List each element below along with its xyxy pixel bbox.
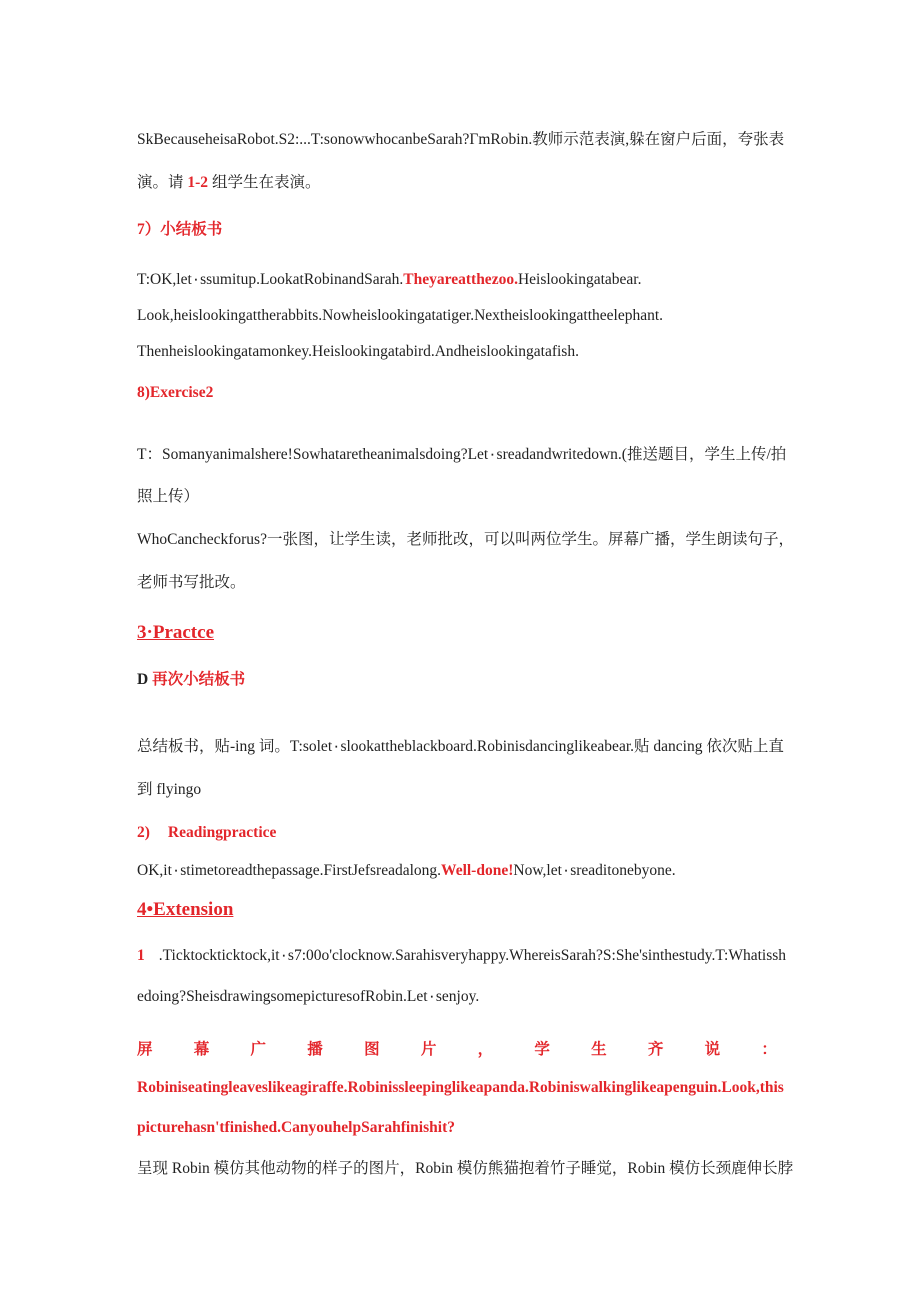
justified-char: 广 — [250, 1041, 267, 1058]
section-subheading — [137, 670, 245, 690]
justified-char: 图 — [364, 1041, 380, 1058]
paragraph-line: 总结板书，贴-ing 词。T:solet۰slookattheblackboard.Robinisdancinglikeabear.贴 dancing 依次贴上直 — [137, 738, 784, 755]
paragraph-line: 照上传） — [137, 488, 200, 505]
paragraph-line — [137, 861, 676, 881]
text-run: OK,it۰stimetoreadthepassage.FirstJefsreadalong. — [137, 862, 442, 879]
justified-char: 说 — [704, 1041, 721, 1058]
justified-char: 生 — [591, 1041, 607, 1058]
justified-char: 片 — [420, 1041, 437, 1058]
paragraph-line: 到 flyingo — [137, 781, 202, 798]
subheading-text: Readingpractice — [167, 824, 277, 841]
section-subheading: 8)Exercise2 — [137, 384, 214, 401]
justified-char: ： — [761, 1041, 777, 1058]
paragraph-line: 呈现 Robin 模仿其他动物的样子的图片，Robin 模仿熊猫抱着竹子睡觉，Robin 模仿长颈鹿伸长脖 — [137, 1160, 794, 1177]
justified-char: 屏 — [137, 1041, 153, 1058]
text-run: SkBecauseheisaRobot.S2:...T:sonowwhocanbeSarah?ΓmRobin.教师示范表演,躲在窗户后面，夸张表 — [137, 131, 785, 148]
list-marker: D — [137, 671, 153, 688]
paragraph-line: Look,heislookingattherabbits.Nowheislookingatatiger.Nextheislookingattheelephant. — [137, 307, 664, 324]
highlight-text: Well-done! — [441, 862, 514, 879]
section-subheading — [137, 823, 276, 843]
paragraph-line: Thenheislookingatamonkey.Heislookingatabird.Andheislookingatafish. — [137, 343, 579, 360]
paragraph-line — [137, 130, 784, 150]
text-run: 组学生在表演。 — [208, 174, 321, 191]
text-run: T:OK,let۰ssumitup.LookatRobinandSarah. — [137, 271, 404, 288]
text-run: .Ticktockticktock,it۰s7:00o'clocknow.Sarahisveryhappy.WhereisSarah?S:She'sinthestudy.T:Whatissh — [158, 947, 787, 964]
justified-char: 幕 — [193, 1041, 210, 1058]
paragraph-line: Robiniseatingleaveslikeagiraffe.Robinissleepinglikeapanda.Robiniswalkinglikeapenguin.Look,this — [137, 1079, 784, 1096]
paragraph-line — [137, 946, 786, 966]
justified-char: ， — [477, 1041, 494, 1058]
paragraph-line: 老师书写批改。 — [137, 574, 246, 591]
highlight-text: 1-2 — [187, 174, 209, 191]
section-heading: 4•Extension — [137, 899, 234, 920]
paragraph-line: WhoCancheckforus?一张图，让学生读，老师批改，可以叫两位学生。屏幕广播，学生朗读句子， — [137, 531, 794, 548]
justified-char: 学 — [534, 1041, 550, 1058]
text-run: Heislookingatabear. — [517, 271, 642, 288]
section-heading: 3·Practce — [137, 622, 215, 643]
paragraph-line: T：Somanyanimalshere!Sowhataretheanimalsdoing?Let۰sreadandwritedown.(推送题目，学生上传/拍 — [137, 446, 787, 463]
paragraph-line: picturehasn'tfinished.CanyouhelpSarahfinishit? — [137, 1119, 455, 1136]
highlight-text: Theyareatthezoo. — [403, 271, 518, 288]
list-marker: 1 — [137, 947, 145, 964]
paragraph-line: edoing?SheisdrawingsomepicturesofRobin.Let۰senjoy. — [137, 988, 480, 1005]
subheading-text: 再次小结板书 — [152, 671, 246, 688]
paragraph-line — [137, 173, 320, 193]
paragraph-line — [137, 270, 641, 290]
text-run: 演。请 — [137, 174, 188, 191]
justified-line — [137, 1040, 777, 1060]
list-marker: 2) — [137, 824, 150, 841]
justified-char: 播 — [307, 1041, 323, 1058]
justified-char: 齐 — [647, 1041, 664, 1058]
section-subheading: 7）小结板书 — [137, 221, 223, 238]
text-run: Now,let۰sreaditonebyone. — [513, 862, 676, 879]
